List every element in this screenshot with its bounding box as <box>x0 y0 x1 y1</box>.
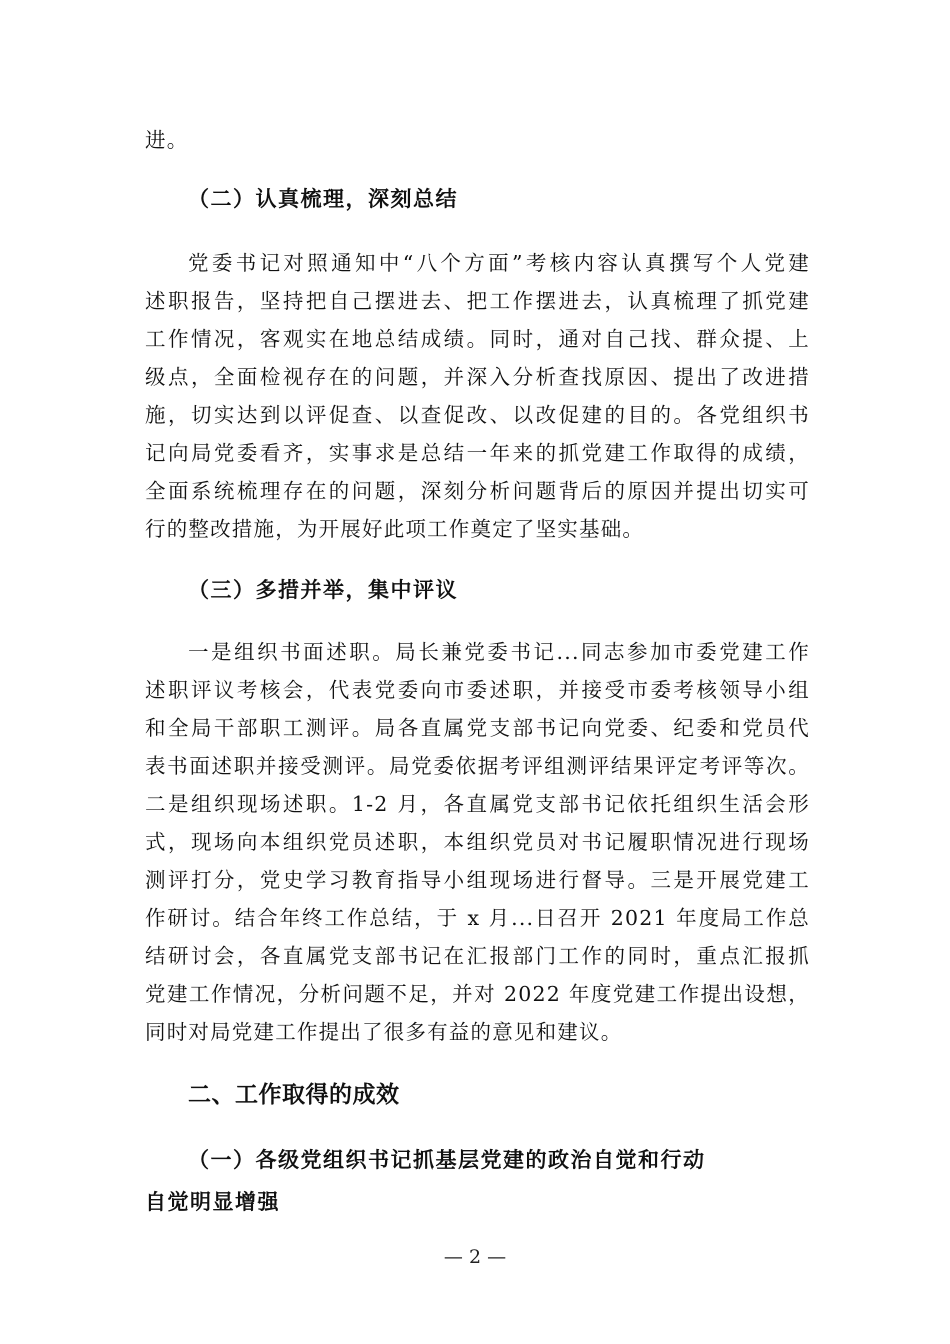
paragraph-line: 二是组织现场述职。1-2 月，各直属党支部书记依托组织生活会形 <box>145 792 810 816</box>
carry-over-line: 进。 <box>145 128 189 152</box>
section-heading-2: （二）认真梳理，深刻总结 <box>188 186 458 211</box>
subsection-heading-1-line2: 自觉明显增强 <box>145 1189 280 1214</box>
paragraph-line: 党建工作情况，分析问题不足，并对 2022 年度党建工作提出设想， <box>145 982 810 1006</box>
paragraph-line: 作研讨。结合年终工作总结，于 x 月...日召开 2021 年度局工作总 <box>145 906 810 930</box>
paragraph-line: 党委书记对照通知中“八个方面”考核内容认真撰写个人党建 <box>188 251 810 275</box>
paragraph-line: 级点，全面检视存在的问题，并深入分析查找原因、提出了改进措 <box>145 365 810 389</box>
part-heading-2: 二、工作取得的成效 <box>188 1082 400 1108</box>
paragraph-line: 一是组织书面述职。局长兼党委书记...同志参加市委党建工作 <box>188 640 810 664</box>
page-number: — 2 — <box>443 1246 507 1268</box>
paragraph-line: 表书面述职并接受测评。局党委依据考评组测评结果评定考评等次。 <box>145 754 810 778</box>
subsection-heading-1-line1: （一）各级党组织书记抓基层党建的政治自觉和行动 <box>188 1147 706 1172</box>
paragraph-line: 和全局干部职工测评。局各直属党支部书记向党委、纪委和党员代 <box>145 716 810 740</box>
paragraph-line: 述职报告，坚持把自己摆进去、把工作摆进去，认真梳理了抓党建 <box>145 289 810 313</box>
paragraph-line: 工作情况，客观实在地总结成绩。同时，通对自己找、群众提、上 <box>145 327 810 351</box>
paragraph-line: 全面系统梳理存在的问题，深刻分析问题背后的原因并提出切实可 <box>145 479 810 503</box>
paragraph-line: 述职评议考核会，代表党委向市委述职，并接受市委考核领导小组 <box>145 678 810 702</box>
paragraph-line: 行的整改措施，为开展好此项工作奠定了坚实基础。 <box>145 517 645 541</box>
paragraph-line: 式，现场向本组织党员述职，本组织党员对书记履职情况进行现场 <box>145 830 810 854</box>
paragraph-line: 结研讨会，各直属党支部书记在汇报部门工作的同时，重点汇报抓 <box>145 944 810 968</box>
section-heading-3: （三）多措并举，集中评议 <box>188 577 458 602</box>
paragraph-line: 测评打分，党史学习教育指导小组现场进行督导。三是开展党建工 <box>145 868 810 892</box>
paragraph-line: 记向局党委看齐，实事求是总结一年来的抓党建工作取得的成绩， <box>145 441 810 465</box>
paragraph-line: 施，切实达到以评促查、以查促改、以改促建的目的。各党组织书 <box>145 403 810 427</box>
paragraph-line: 同时对局党建工作提出了很多有益的意见和建议。 <box>145 1020 623 1044</box>
